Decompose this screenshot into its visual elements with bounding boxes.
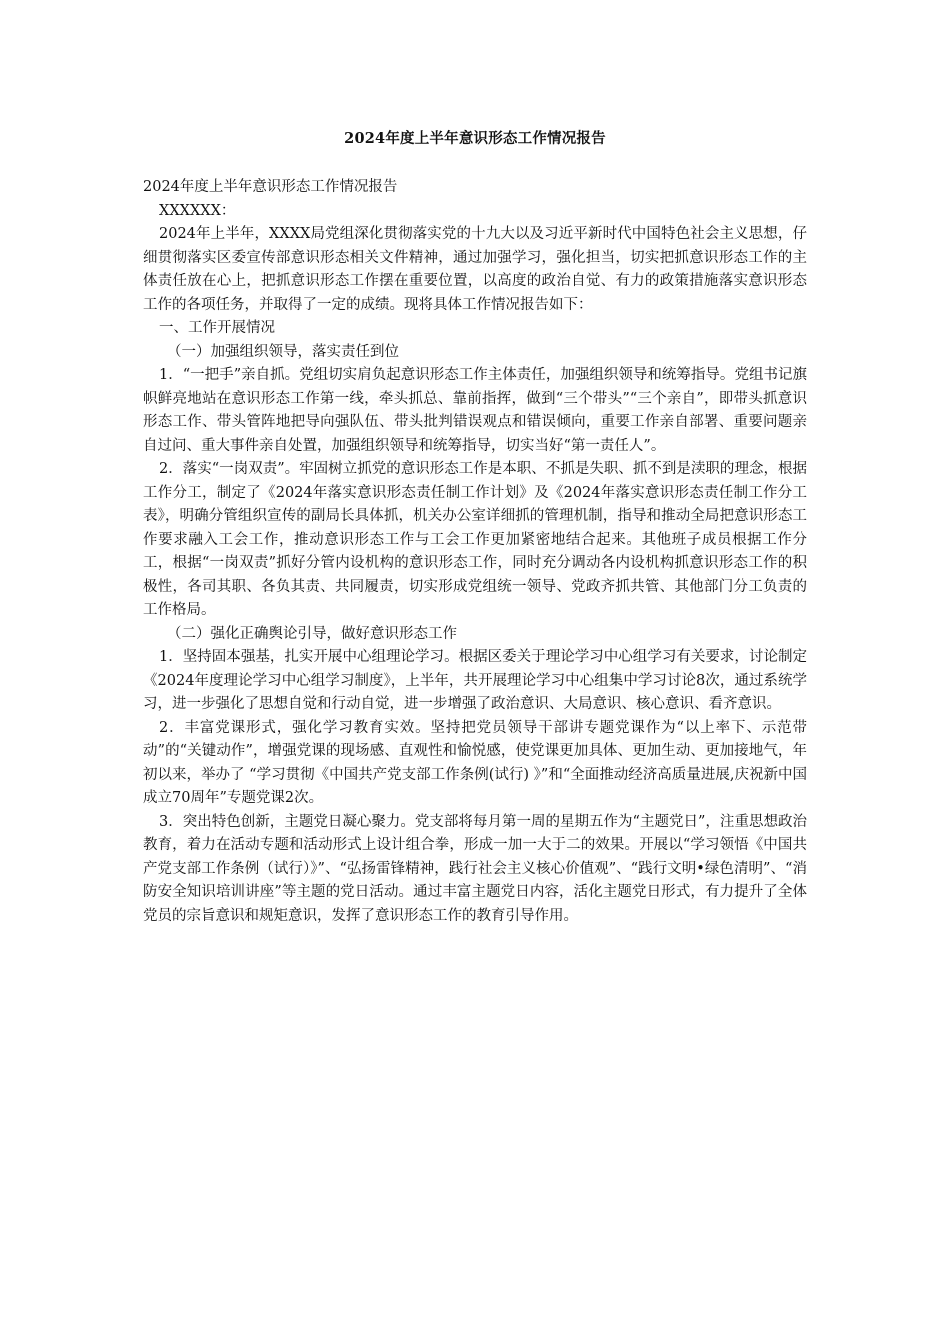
document-subtitle: 2024年度上半年意识形态工作情况报告 — [143, 179, 398, 195]
subsection-heading: （一）加强组织领导，落实责任到位 — [167, 343, 399, 360]
salutation: XXXXXX： — [159, 202, 236, 219]
subsection-heading: （二）强化正确舆论引导，做好意识形态工作 — [167, 625, 457, 642]
document-body — [143, 176, 807, 928]
paragraph: 3．突出特色创新，主题党日凝心聚力。党支部将每月第一周的星期五作为“主题党日”，注重思想政治教育，着力在活动专题和活动形式上设计组合拳，形成一加一大于二的效果。开展以“学习领悟《中国共产党支部工作条例（试行）》”、“弘扬雷锋精神，践行社会主义核心价值观”、“践行文明•绿色清明”、“消防安全知识培训讲座”等主题的党日活动。通过丰富主题党日内容，活化主题党日形式，有力提升了全体党员的宗旨意识和规矩意识，发挥了意识形态工作的教育引导作用。 — [143, 813, 807, 924]
paragraph: 2．丰富党课形式，强化学习教育实效。坚持把党员领导干部讲专题党课作为“以上率下、示范带动”的“关键动作”，增强党课的现场感、直观性和愉悦感，使党课更加具体、更加生动、更加接地气，年初以来，举办了 “学习贯彻《中国共产党支部工作条例(试行) 》”和“全面推动经济高质量进展,庆祝新中国成立70周年”专题党课2次。 — [143, 719, 807, 806]
paragraph: 2．落实“一岗双责”。牢固树立抓党的意识形态工作是本职、不抓是失职、抓不到是渎职的理念，根据工作分工，制定了《2024年落实意识形态责任制工作计划》及《2024年落实意识形态责任制工作分工表》，明确分管组织宣传的副局长具体抓，机关办公室详细抓的管理机制，指导和推动全局把意识形态工作要求融入工会工作，推动意识形态工作与工会工作更加紧密地结合起来。其他班子成员根据工作分工，根据“一岗双责”抓好分管内设机构的意识形态工作，同时充分调动各内设机构抓意识形态工作的积极性，各司其职、各负其责、共同履责，切实形成党组统一领导、党政齐抓共管、其他部门分工负责的工作格局。 — [143, 461, 807, 618]
intro-paragraph: 2024年上半年，XXXX局党组深化贯彻落实党的十九大以及习近平新时代中国特色社会主义思想，仔细贯彻落实区委宣传部意识形态相关文件精神，通过加强学习，强化担当，切实把抓意识形态工作的主体责任放在心上，把抓意识形态工作摆在重要位置，以高度的政治自觉、有力的政策措施落实意识形态工作的各项任务，并取得了一定的成绩。现将具体工作情况报告如下： — [143, 226, 807, 313]
paragraph: 1．坚持固本强基，扎实开展中心组理论学习。根据区委关于理论学习中心组学习有关要求，讨论制定《2024年度理论学习中心组学习制度》，上半年，共开展理论学习中心组集中学习讨论8次，通过系统学习，进一步强化了思想自觉和行动自觉，进一步增强了政治意识、大局意识、核心意识、看齐意识。 — [143, 649, 807, 712]
document-title: 2024年度上半年意识形态工作情况报告 — [344, 130, 606, 147]
paragraph: 1．“一把手”亲自抓。党组切实肩负起意识形态工作主体责任，加强组织领导和统筹指导。党组书记旗帜鲜亮地站在意识形态工作第一线，牵头抓总、靠前指挥，做到“三个带头”“三个亲自”，即带头抓意识形态工作、带头管阵地把导向强队伍、带头批判错误观点和错误倾向，重要工作亲自部署、重要问题亲自过问、重大事件亲自处置，加强组织领导和统筹指导，切实当好“第一责任人”。 — [143, 367, 807, 454]
section-heading: 一、工作开展情况 — [159, 320, 275, 336]
